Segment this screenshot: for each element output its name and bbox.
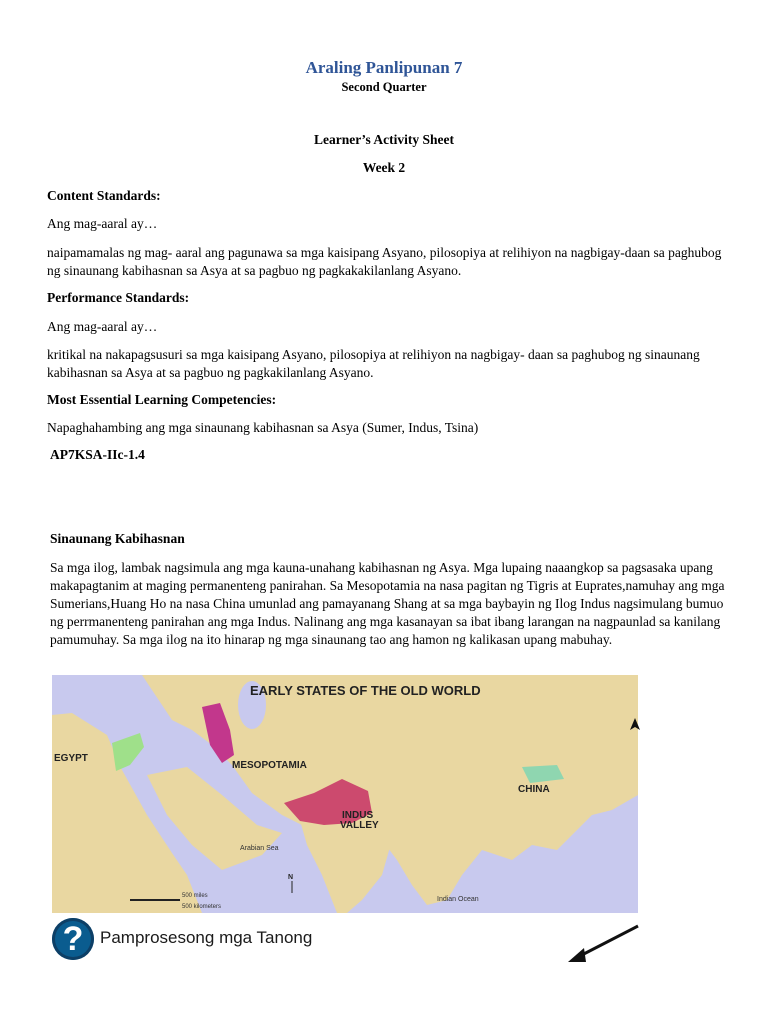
competency-code: AP7KSA-IIc-1.4 <box>50 447 145 462</box>
map-label-china: CHINA <box>518 784 550 795</box>
content-standards-body: naipamamalas ng mag- aaral ang pagunawa sa mga kaisipang Asyano, pilosopiya at relihiyon na nagbigay-daan sa paghubog ng sinaunang kabihasnan sa Asya at sa pagbuo ng pagkakakilanlang Asyano. <box>47 245 722 278</box>
week-label: Week 2 <box>362 160 406 175</box>
content-standards-heading: Content Standards: <box>47 188 161 203</box>
performance-standards-heading: Performance Standards: <box>47 290 190 305</box>
map-scale-km: 500 kilometers <box>182 904 222 910</box>
document-subtitle: Second Quarter <box>341 80 427 94</box>
competencies-body: Napaghahambing ang mga sinaunang kabihasnan sa Asya (Sumer, Indus, Tsina) <box>47 420 479 435</box>
performance-standards-lead: Ang mag-aaral ay… <box>47 319 158 334</box>
map-scale-miles: 500 miles <box>182 893 208 899</box>
sheet-title: Learner’s Activity Sheet <box>314 132 454 147</box>
question-icon: ? <box>52 918 94 960</box>
map-label-arabian-sea: Arabian Sea <box>240 845 279 852</box>
section-body: Sa mga ilog, lambak nagsimula ang mga kauna-unahang kabihasnan ng Asya. Mga lupaing naaangkop sa pagsasaka upang makapagtanim at maging permanenteng panirahan. Sa Mesopotamia na nasa pagitan ng Tigris at Euprates,namuhay ang mga Sumerians,Huang Ho na nasa China umunlad ang pamayanang Shang at sa mga baybayin ng Ilog Indus nagsimulang bumuo ng perrmanenteng panirahan ang mga Indus. Nalinang ang mga kasanayan sa ibat ibang larangan na nagpaunlad sa kanilang pamumuhay. Sa mga ilog na ito hinarap ng mga sinaunang tao ang hamon ng kalikasan upang mabuhay. <box>50 560 725 647</box>
map-label-mesopotamia: MESOPOTAMIA <box>232 760 307 771</box>
map-label-valley: VALLEY <box>340 820 379 831</box>
map-label-egypt: EGYPT <box>54 753 88 764</box>
section-heading: Sinaunang Kabihasnan <box>50 531 185 546</box>
document-title: Araling Panlipunan 7 <box>305 58 463 77</box>
map-label-indian-ocean: Indian Ocean <box>437 896 479 903</box>
performance-standards-body: kritikal na nakapagsusuri sa mga kaisipang Asyano, pilosopiya at relihiyon na nagbigay- daan sa paghubog ng sinaunang kabihasnan sa Asya at sa pagbuo ng pagkakilanlang Asyano. <box>47 347 700 380</box>
arrow-up-icon <box>628 716 642 738</box>
map-label-indus: INDUS <box>342 810 374 821</box>
processing-questions-label: Pamprosesong mga Tanong <box>100 928 313 947</box>
processing-questions-bar <box>52 915 382 965</box>
early-states-map <box>52 675 638 913</box>
competencies-heading: Most Essential Learning Competencies: <box>47 392 277 407</box>
map-compass-north: N <box>288 874 294 881</box>
content-standards-lead: Ang mag-aaral ay… <box>47 216 158 231</box>
map-graphic <box>52 675 638 913</box>
map-title: EARLY STATES OF THE OLD WORLD <box>250 683 481 698</box>
arrow-down-left-icon <box>560 918 650 968</box>
